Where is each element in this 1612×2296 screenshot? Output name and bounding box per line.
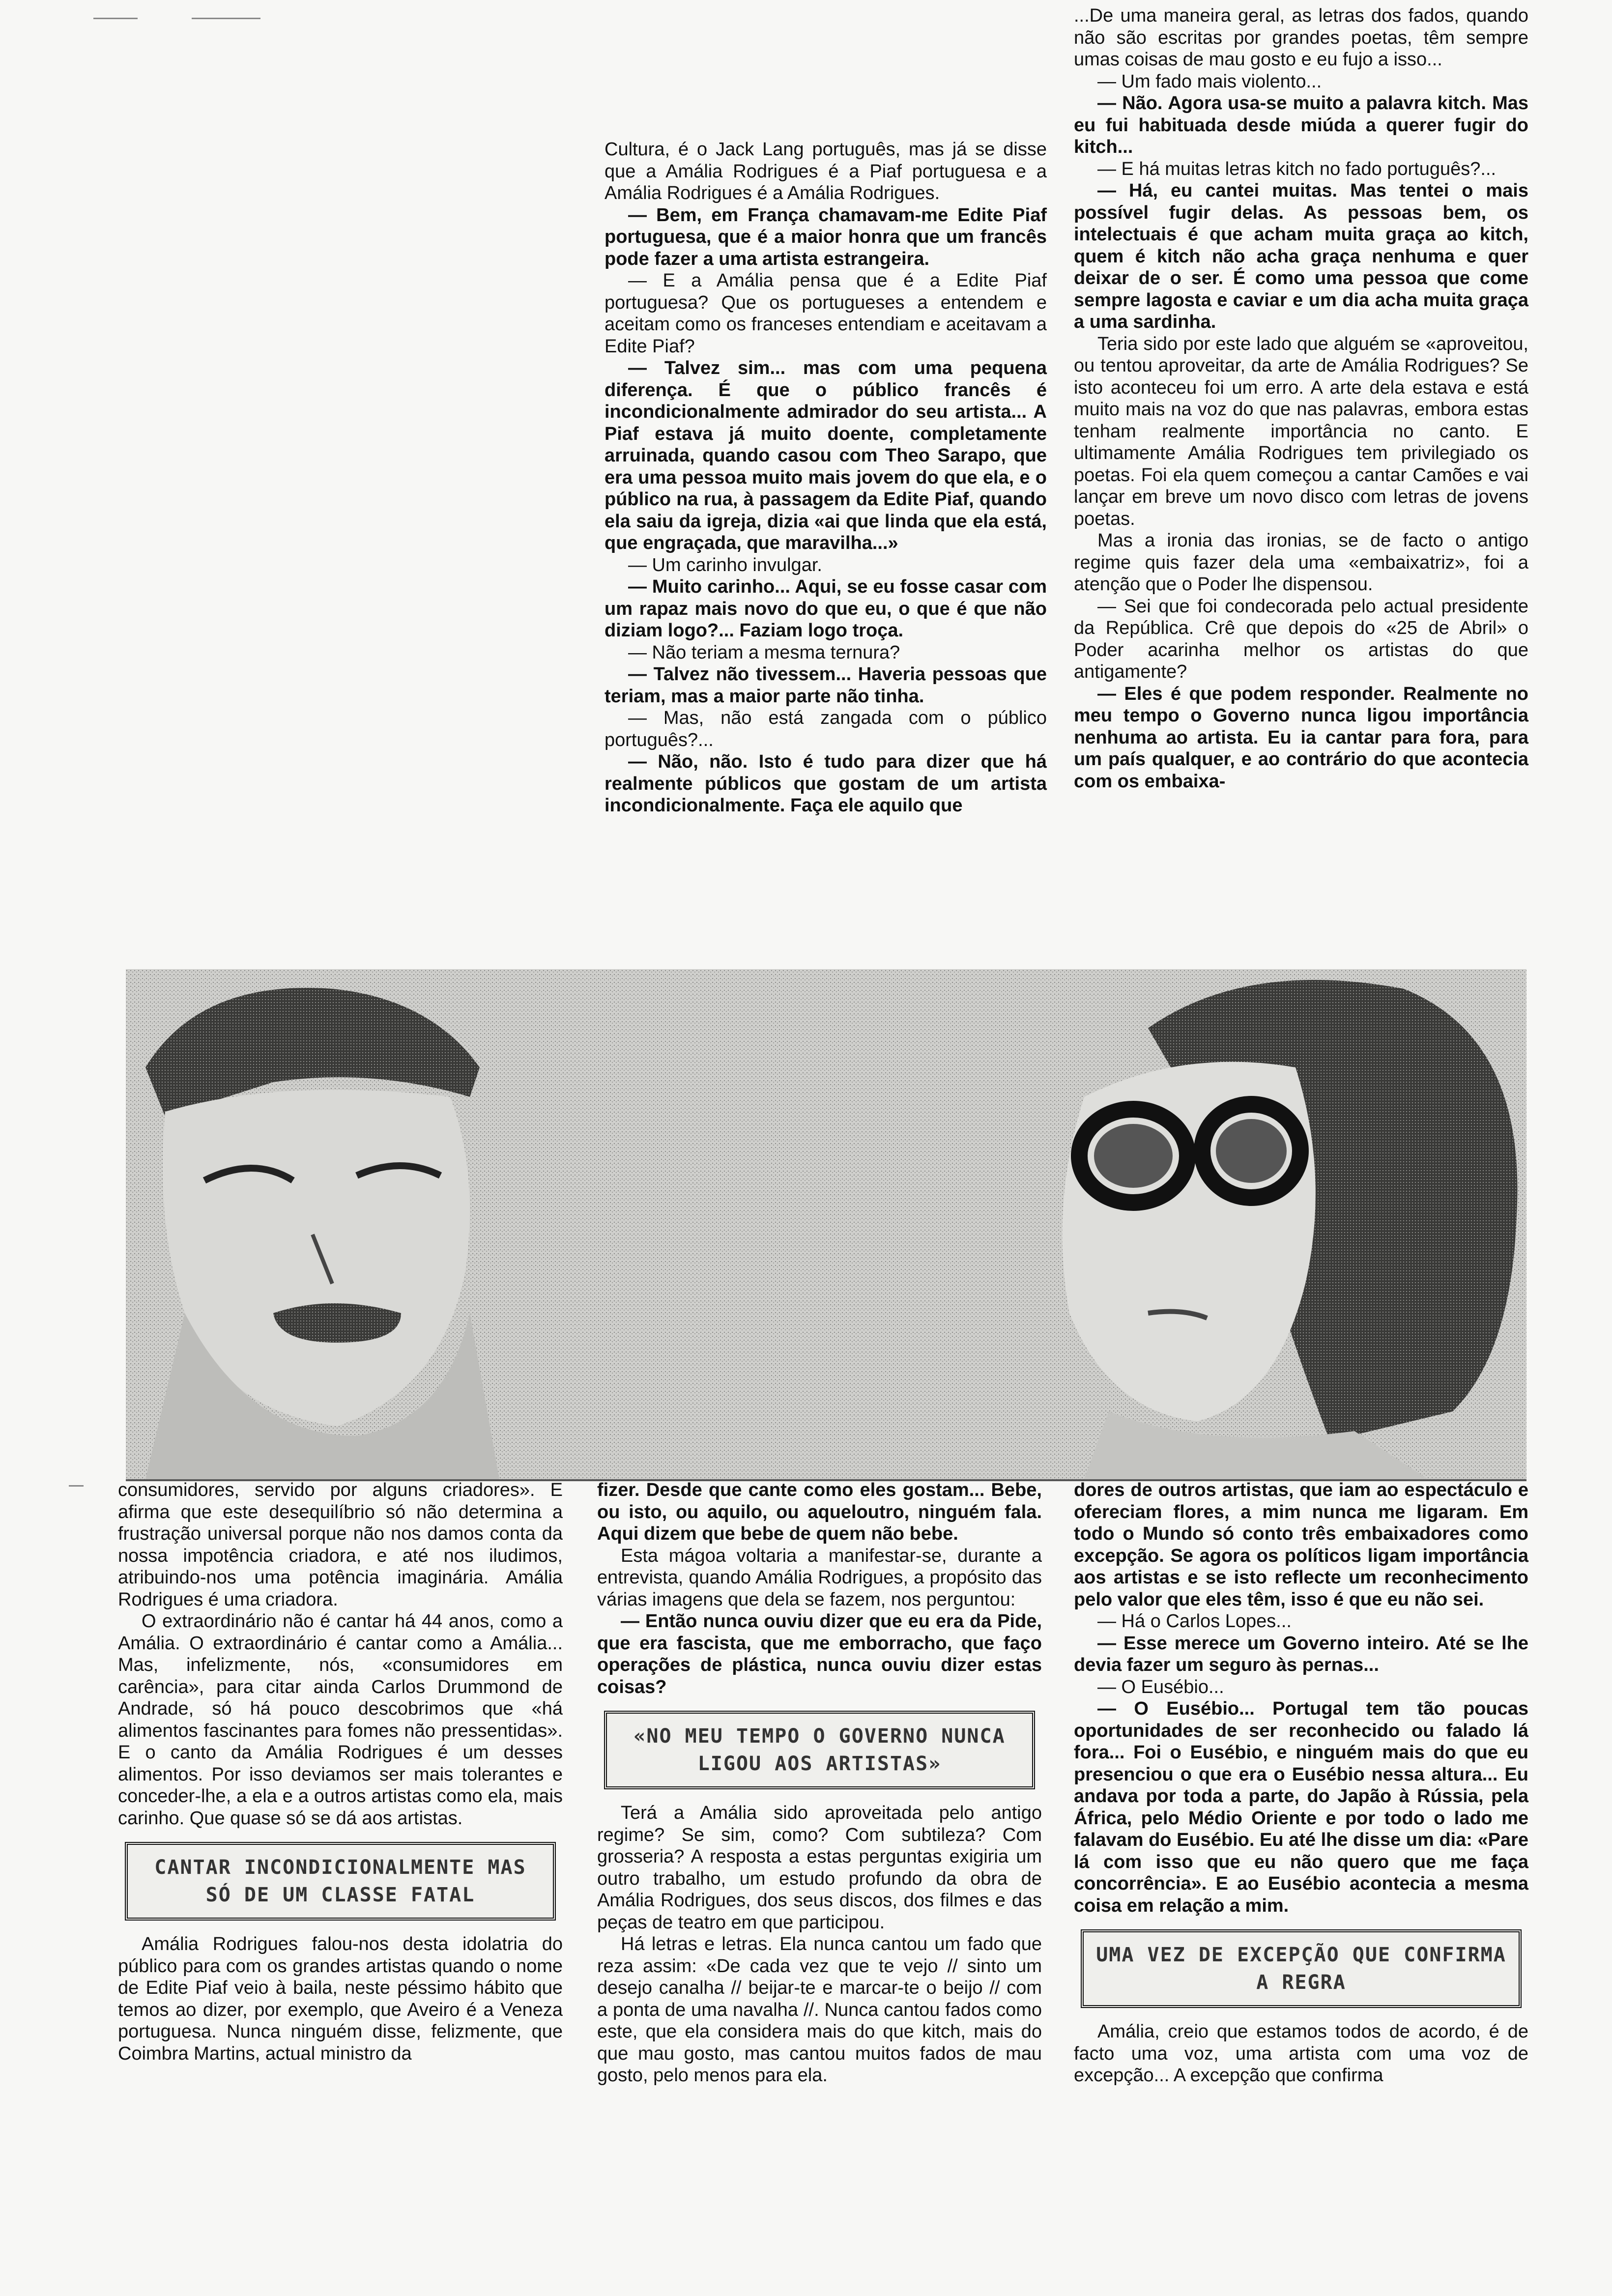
paragraph: — Bem, em França chamavam-me Edite Piaf portuguesa, que é a maior honra que um francês pode fazer a uma artista estrangeira. (604, 204, 1047, 269)
paragraph: consumidores, servido por alguns criadores». E afirma que este desequilíbrio só não determina a frustração universal porque não nos damos conta da nossa impotência criadora, e até nos iludimos, atribuindo-nos uma potência imaginária. Amália Rodrigues é uma criadora. (118, 1480, 563, 1610)
column-bottom-left (118, 1479, 563, 2065)
paragraph: — Não, não. Isto é tudo para dizer que há realmente públicos que gostam de um artista incondicionalmente. Faça ele aquilo que (604, 751, 1047, 816)
paragraph: — E a Amália pensa que é a Edite Piaf portuguesa? Que os portugueses a entendem e aceitam como os franceses entendiam e aceitavam a Edite Piaf? (604, 270, 1047, 357)
photo-image (126, 969, 1526, 1479)
interview-photo (126, 969, 1526, 1481)
printer-mark (192, 18, 260, 19)
paragraph: — Um fado mais violento... (1097, 71, 1322, 92)
column-bottom-left-part-a (118, 1479, 563, 1829)
paragraph: Mas a ironia das ironias, se de facto o antigo regime quis fazer dela uma «embaixatriz», foi a atenção que o Poder lhe dispensou. (1074, 530, 1528, 595)
paragraph: ...De uma maneira geral, as letras dos fados, quando não são escritas por grandes poetas, têm sempre umas coisas de mau gosto e eu fujo a isso... (1074, 5, 1528, 70)
paragraph: Terá a Amália sido aproveitada pelo antigo regime? Se sim, como? Com subtileza? Com grosseria? A resposta a estas perguntas exigiria um outro trabalho, um estudo profundo da obra de Amália Rodrigues, dos seus discos, dos filmes e das peças de teatro em que participou. (597, 1803, 1042, 1933)
printer-mark (69, 1485, 84, 1487)
paragraph: — Não. Agora usa-se muito a palavra kitch. Mas eu fui habituada desde miúda a querer fugir do kitch... (1074, 93, 1528, 157)
paragraph: — E há muitas letras kitch no fado português?... (1097, 158, 1497, 179)
paragraph: — Há o Carlos Lopes... (1097, 1611, 1292, 1632)
column-bottom-right (1074, 1479, 1528, 2087)
pullquote-middle: «NO MEU TEMPO O GOVERNO NUNCA LIGOU AOS ARTISTAS» (604, 1711, 1035, 1789)
paragraph: Esta mágoa voltaria a manifestar-se, durante a entrevista, quando Amália Rodrigues, a propósito das várias imagens que dela se fazem, nos perguntou: (597, 1545, 1042, 1610)
paragraph: — Talvez sim... mas com uma pequena diferença. É que o público francês é incondicionalmente admirador do seu artista... A Piaf estava já muito doente, completamente arruinada, quando casou com Theo Sarapo, que era uma pessoa muito mais jovem do que ela, e o público na rua, à passagem da Edite Piaf, quando ela saiu da igreja, dizia «ai que linda que ela está, que engraçada, que maravilha...» (604, 358, 1047, 553)
paragraph: — Há, eu cantei muitas. Mas tentei o mais possível fugir delas. As pessoas bem, os intelectuais é que acham muita graça ao kitch, quem é kitch não acha graça nenhuma e quer deixar de o ser. É como uma pessoa que come sempre lagosta e caviar e um dia acha muita graça a uma sardinha. (1074, 180, 1528, 332)
paragraph: — Muito carinho... Aqui, se eu fosse casar com um rapaz mais novo do que eu, o que é que não diziam logo?... Faziam logo troça. (604, 576, 1047, 641)
column-bottom-middle-part-b (597, 1802, 1042, 2087)
column-bottom-middle (597, 1479, 1042, 2087)
pullquote-right: UMA VEZ DE EXCEPÇÃO QUE CONFIRMA A REGRA (1081, 1929, 1522, 2008)
column-top-right (1074, 5, 1528, 792)
paragraph: Há letras e letras. Ela nunca cantou um fado que reza assim: «De cada vez que te vejo // sinto um desejo canalha // beijar-te e marcar-te o beijo // com a ponta de uma navalha //. Nunca cantou fados como este, que ela considera mais do que kitch, mais do que mau gosto, mas cantou muitos fados de mau gosto, pelo menos para ela. (597, 1934, 1042, 2086)
pullquote-left: CANTAR INCONDICIONALMENTE MAS SÓ DE UM CLASSE FATAL (125, 1842, 556, 1921)
paragraph: Amália, creio que estamos todos de acordo, é de facto uma voz, uma artista com uma voz de excepção... A excepção que confirma (1074, 2021, 1528, 2086)
column-bottom-right-part-a (1074, 1479, 1528, 1917)
paragraph: Cultura, é o Jack Lang português, mas já se disse que a Amália Rodrigues é a Piaf portuguesa e a Amália Rodrigues é a Amália Rodrigues. (604, 139, 1047, 203)
paragraph: — O Eusébio... (1097, 1676, 1224, 1697)
man-portrait (145, 988, 499, 1479)
column-bottom-middle-part-a (597, 1479, 1042, 1698)
paragraph: fizer. Desde que cante como eles gostam... Bebe, ou isto, ou aquilo, ou aqueloutro, ninguém fala. Aqui dizem que bebe de quem não bebe. (597, 1480, 1042, 1544)
paragraph: — Eles é que podem responder. Realmente no meu tempo o Governo nunca ligou importância nenhuma ao artista. Eu ia cantar para fora, para um país qualquer, e ao contrário do que acontecia com os embaixa- (1074, 683, 1528, 792)
column-top-middle (604, 139, 1047, 817)
paragraph: Teria sido por este lado que alguém se «aproveitou, ou tentou aproveitar, da arte de Amália Rodrigues? Se isto aconteceu foi um erro. A arte dela estava e está muito mais na voz do que nas palavras, embora estas tenham realmente importância no canto. E ultimamente Amália Rodrigues tem privilegiado os poetas. Foi ela quem começou a cantar Camões e vai lançar em breve um novo disco com letras de jovens poetas. (1074, 333, 1528, 529)
column-bottom-right-part-b (1074, 2021, 1528, 2087)
paragraph: — Então nunca ouviu dizer que eu era da Pide, que era fascista, que me emborracho, que faço operações de plástica, nunca ouviu dizer estas coisas? (597, 1611, 1042, 1697)
paragraph: — Não teriam a mesma ternura? (628, 642, 900, 663)
paragraph: — Sei que foi condecorada pelo actual presidente da República. Crê que depois do «25 de Abril» o Poder acarinha melhor os artistas do que antigamente? (1074, 596, 1528, 682)
paragraph: Amália Rodrigues falou-nos desta idolatria do público para com os grandes artistas quando o nome de Edite Piaf veio à baila, neste péssimo hábito que temos ao dizer, por exemplo, que Aveiro é a Veneza portuguesa. Nunca ninguém disse, felizmente, que Coimbra Martins, actual ministro da (118, 1934, 563, 2064)
paragraph: — Mas, não está zangada com o público português?... (604, 708, 1047, 750)
paragraph: — Talvez não tivessem... Haveria pessoas que teriam, mas a maior parte não tinha. (604, 664, 1047, 707)
paragraph: O extraordinário não é cantar há 44 anos, como a Amália. O extraordinário é cantar como a Amália... Mas, infelizmente, nós, «consumidores em carência», para citar ainda Carlos Drummond de Andrade, só há pouco descobrimos que «há alimentos fascinantes para fomes não pressentidas». E o canto da Amália Rodrigues é um desses alimentos. Por isso deviamos ser mais tolerantes e conceder-lhe, a ela e a outros artistas como ela, mais carinho. Que quase só se dá aos artistas. (118, 1611, 563, 1829)
printer-mark (93, 18, 138, 19)
paragraph: — Esse merece um Governo inteiro. Até se lhe devia fazer um seguro às pernas... (1074, 1633, 1528, 1675)
paragraph: — O Eusébio... Portugal tem tão poucas oportunidades de ser reconhecido ou falado lá fora... Foi o Eusébio, e ninguém mais do que eu presenciou o que era o Eusébio nessa altura... Eu andava por toda a parte, do Japão à Rússia, pela África, pelo Médio Oriente e por todo o lado me falavam do Eusébio. Eu até lhe disse um dia: «Pare lá com isso que eu não quero que me faça concorrência». E ao Eusébio acontecia a mesma coisa em relação a mim. (1074, 1698, 1528, 1916)
paragraph: — Um carinho invulgar. (628, 554, 822, 575)
paragraph: dores de outros artistas, que iam ao espectáculo e ofereciam flores, a mim nunca me ligaram. Em todo o Mundo só conto três embaixadores como excepção. Se agora os políticos ligam importância aos artistas e se isto reflecte um reconhecimento pelo valor que eles têm, isso é que eu não sei. (1074, 1480, 1528, 1610)
column-bottom-left-part-b (118, 1933, 563, 2065)
